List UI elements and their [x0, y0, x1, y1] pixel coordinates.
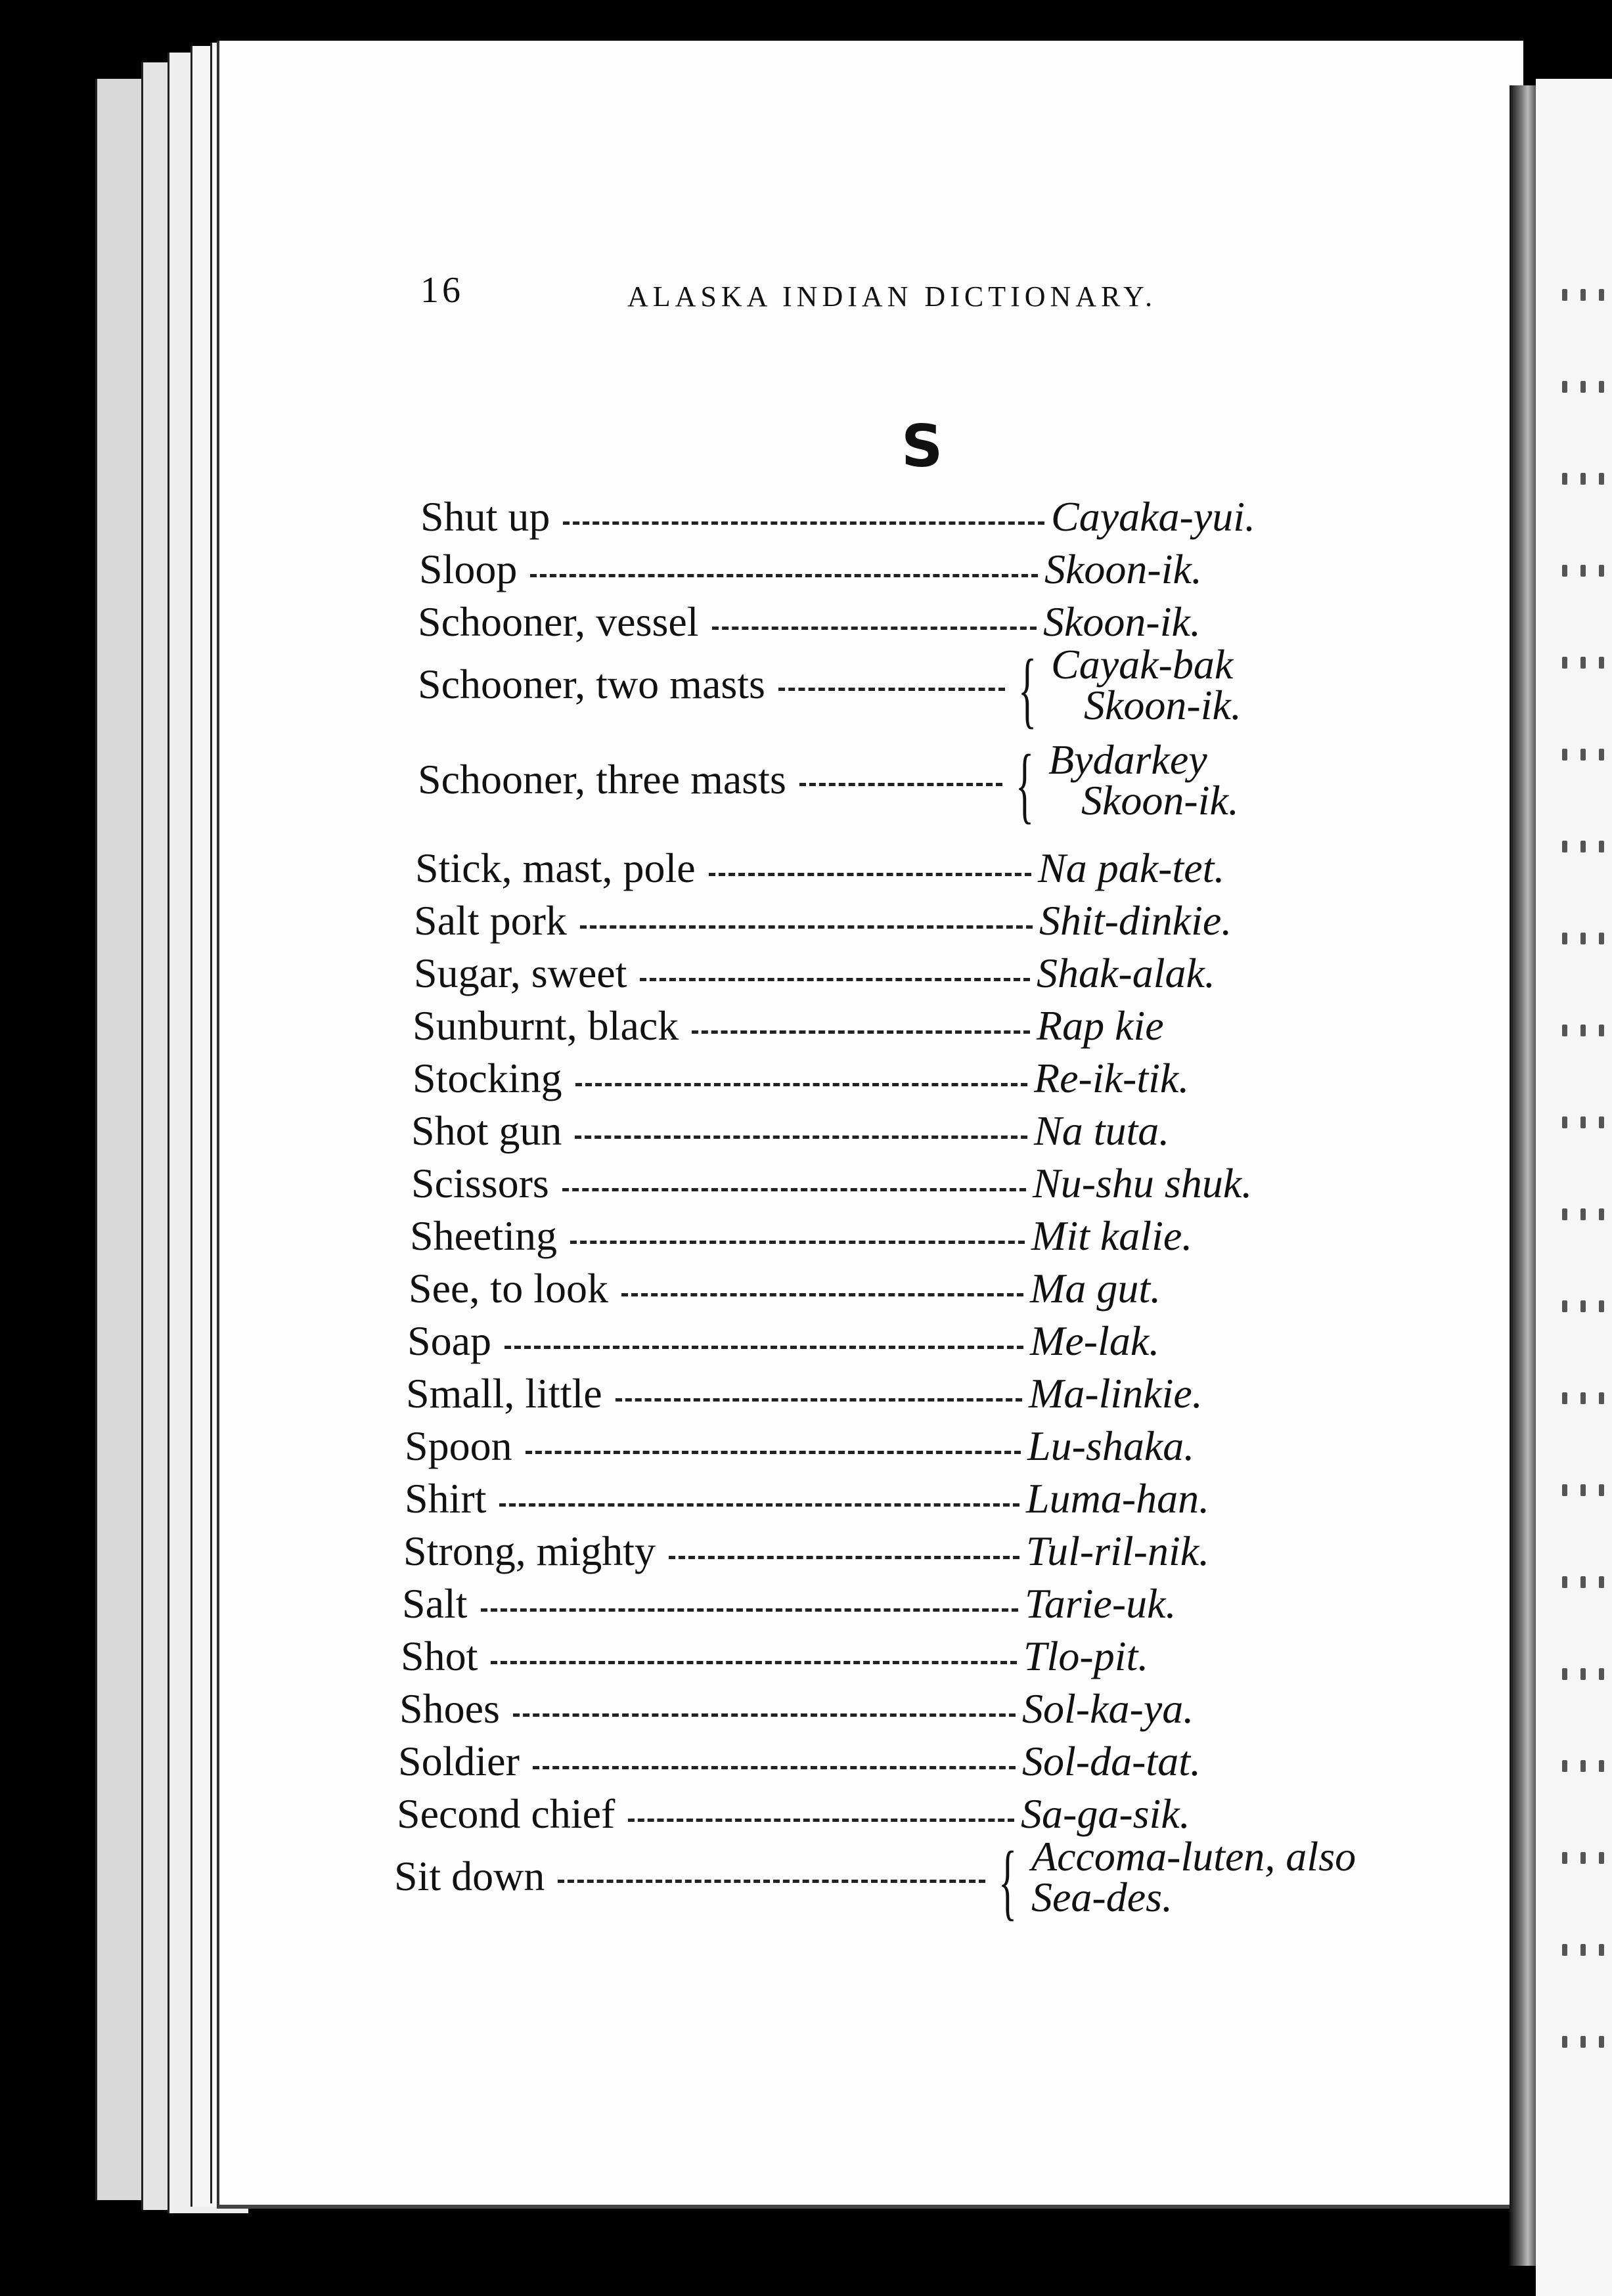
dot-leader: [491, 1661, 1017, 1664]
entry-translation: Shit-dinkie.: [1039, 897, 1232, 944]
dot-leader: [621, 1293, 1023, 1296]
dot-leader: [481, 1608, 1018, 1612]
entry-term: Sit down: [394, 1853, 545, 1899]
entry-term: See, to look: [409, 1265, 608, 1312]
running-title: ALASKA INDIAN DICTIONARY.: [627, 280, 1157, 313]
dot-leader: [778, 688, 1005, 691]
entry-translation: Me-lak.: [1030, 1317, 1160, 1364]
entry-term: Stick, mast, pole: [415, 845, 696, 891]
entry-translation: Shak-alak.: [1037, 950, 1215, 996]
dot-leader: [669, 1556, 1019, 1559]
page-number: 16: [420, 270, 464, 311]
entry-term: Shoes: [399, 1685, 500, 1732]
dot-leader: [563, 521, 1044, 525]
entry-translation: Mit kalie.: [1031, 1212, 1193, 1259]
dot-leader: [558, 1880, 985, 1883]
section-letter: S: [901, 412, 943, 480]
entry-translation-line: Sea-des.: [1031, 1874, 1173, 1920]
entry-term: Sloop: [419, 546, 518, 592]
dot-leader: [628, 1819, 1014, 1822]
dot-leader: [580, 925, 1033, 929]
dot-leader: [570, 1241, 1025, 1244]
dot-leader: [562, 1188, 1026, 1191]
entry-term: Schooner, vessel: [418, 598, 699, 645]
entry-translation-line: Skoon-ik.: [1081, 777, 1239, 824]
entry-term: Spoon: [405, 1423, 512, 1469]
curly-brace: {: [1018, 642, 1037, 737]
dot-leader: [513, 1713, 1016, 1717]
entry-term: Salt: [402, 1580, 468, 1627]
entry-translation: Ma-linkie.: [1029, 1370, 1203, 1417]
entry-translation: Sol-da-tat.: [1022, 1738, 1201, 1784]
entry-term: Sheeting: [410, 1212, 557, 1259]
entry-translation: Tarie-uk.: [1025, 1580, 1176, 1627]
entry-translation: Rap kie: [1037, 1002, 1164, 1049]
entry-translation: Cayaka-yui.: [1051, 493, 1255, 540]
entry-term: Small, little: [406, 1370, 602, 1417]
entry-translation: Sa-ga-sik.: [1021, 1790, 1190, 1837]
entry-translation: Luma-han.: [1026, 1475, 1210, 1522]
entry-translation: Lu-shaka.: [1027, 1423, 1195, 1469]
dot-leader: [530, 574, 1038, 577]
entry-term: Soap: [407, 1317, 491, 1364]
dot-leader: [533, 1766, 1016, 1769]
entry-term: Schooner, two masts: [418, 661, 765, 707]
entry-translation: Tlo-pit.: [1023, 1633, 1149, 1679]
entry-term: Shut up: [420, 493, 550, 540]
entry-translation-line: Cayak-bak: [1051, 641, 1234, 688]
entry-translation: Skoon-ik.: [1044, 546, 1202, 592]
dot-leader: [640, 978, 1030, 981]
entry-translation: Ma gut.: [1030, 1265, 1161, 1312]
entry-term: Second chief: [397, 1790, 616, 1837]
dot-leader: [575, 1136, 1027, 1139]
entry-translation: Na pak-tet.: [1038, 845, 1225, 891]
entry-term: Shot gun: [411, 1107, 562, 1154]
entry-term: Sugar, sweet: [414, 950, 627, 996]
entry-translation-line: Accoma-luten, also: [1031, 1833, 1356, 1880]
entry-translation-line: Skoon-ik.: [1084, 682, 1242, 728]
dot-leader: [692, 1030, 1030, 1034]
dot-leader: [504, 1346, 1023, 1349]
curly-brace: {: [1016, 738, 1035, 832]
dot-leader: [616, 1398, 1022, 1402]
entry-term: Scissors: [411, 1160, 549, 1206]
entry-term: Strong, mighty: [403, 1528, 656, 1574]
dot-leader: [526, 1451, 1021, 1454]
dot-leader: [712, 627, 1037, 630]
entry-term: Shot: [401, 1633, 478, 1679]
entry-translation: Re-ik-tik.: [1034, 1055, 1190, 1101]
entry-term: Soldier: [398, 1738, 520, 1784]
entry-term: Salt pork: [414, 897, 567, 944]
dot-leader: [709, 873, 1031, 876]
dot-leader: [799, 783, 1002, 786]
curly-brace: {: [998, 1834, 1018, 1929]
entry-translation: Sol-ka-ya.: [1022, 1685, 1194, 1732]
entry-translation: Skoon-ik.: [1043, 598, 1201, 645]
entry-translation-line: Bydarkey: [1048, 736, 1207, 783]
dot-leader: [499, 1503, 1019, 1507]
entry-translation: Nu-shu shuk.: [1033, 1160, 1253, 1206]
entry-term: Shirt: [405, 1475, 487, 1522]
dot-leader: [575, 1083, 1027, 1086]
entry-translation: Na tuta.: [1034, 1107, 1170, 1154]
entry-term: Schooner, three masts: [418, 756, 786, 803]
entry-term: Sunburnt, black: [413, 1002, 679, 1049]
entry-translation: Tul-ril-nik.: [1026, 1528, 1210, 1574]
entry-term: Stocking: [413, 1055, 562, 1101]
